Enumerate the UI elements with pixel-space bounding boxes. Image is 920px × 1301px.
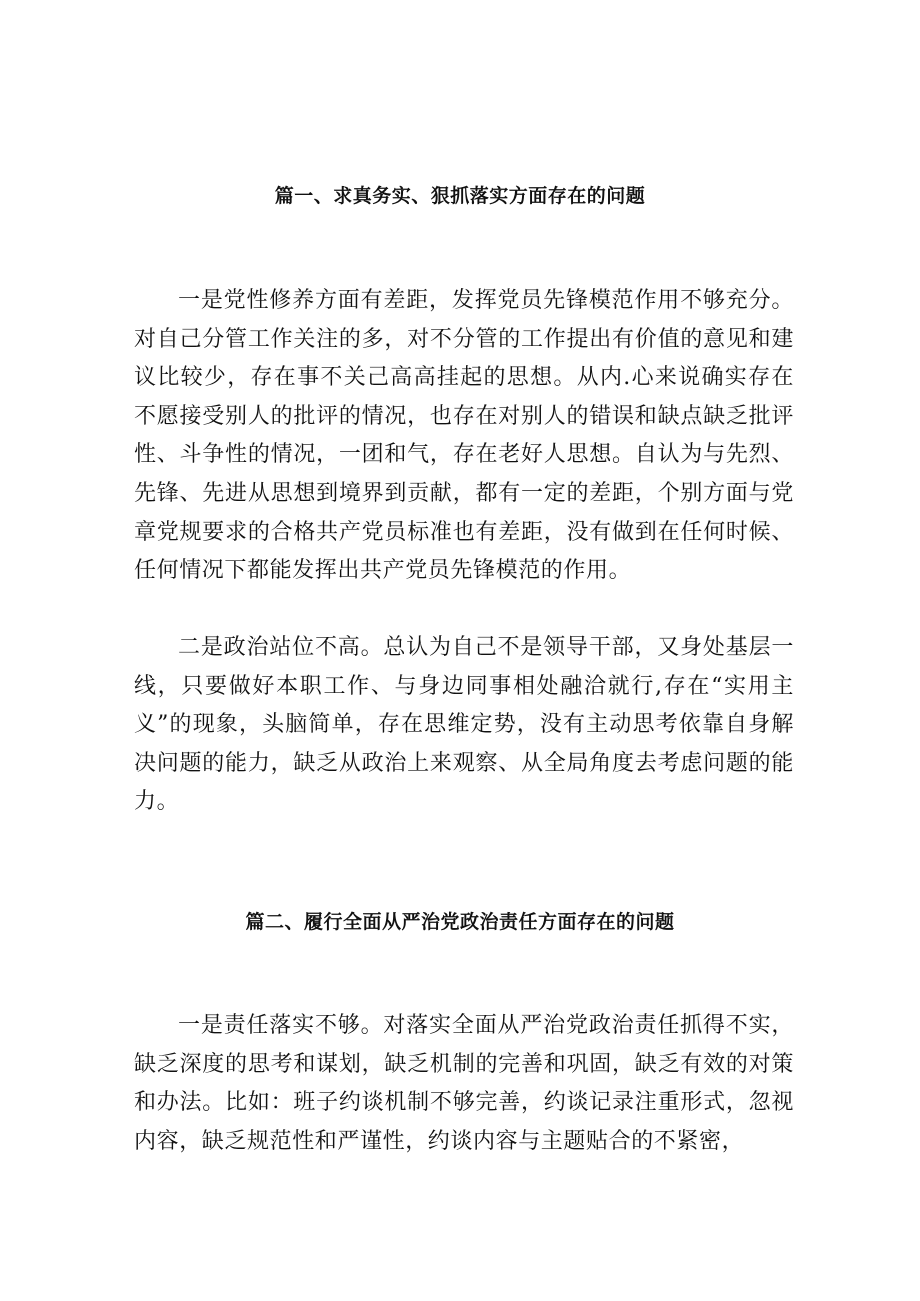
section-heading: 篇一、求真务实、狠抓落实方面存在的问题 <box>274 185 646 207</box>
paragraph: 二是政治站位不高。总认为自己不是领导干部，又身处基层一线，只要做好本职工作、与身边同事相处融洽就行,存在“实用主义”的现象，头脑简单，存在思维定势，没有主动思考依靠自身解决问题的能力，缺乏从政治上来观察、从全局角度去考虑问题的能力。 <box>134 635 794 815</box>
paragraph: 一是责任落实不够。对落实全面从严治党政治责任抓得不实，缺乏深度的思考和谋划，缺乏机制的完善和巩固，缺乏有效的对策和办法。比如：班子约谈机制不够完善，约谈记录注重形式，忽视内容，缺乏规范性和严谨性，约谈内容与主题贴合的不紧密， <box>134 1013 794 1154</box>
section-heading: 篇二、履行全面从严治党政治责任方面存在的问题 <box>245 911 675 933</box>
paragraph: 一是党性修养方面有差距，发挥党员先锋模范作用不够充分。对自己分管工作关注的多，对不分管的工作提出有价值的意见和建议比较少，存在事不关己高高挂起的思想。从内.心来说确实存在不愿接受别人的批评的情况，也存在对别人的错误和缺点缺乏批评性、斗争性的情况，一团和气，存在老好人思想。自认为与先烈、先锋、先进从思想到境界到贡献，都有一定的差距，个别方面与党章党规要求的合格共产党员标准也有差距，没有做到在任何时候、任何情况下都能发挥出共产党员先锋模范的作用。 <box>134 288 794 584</box>
